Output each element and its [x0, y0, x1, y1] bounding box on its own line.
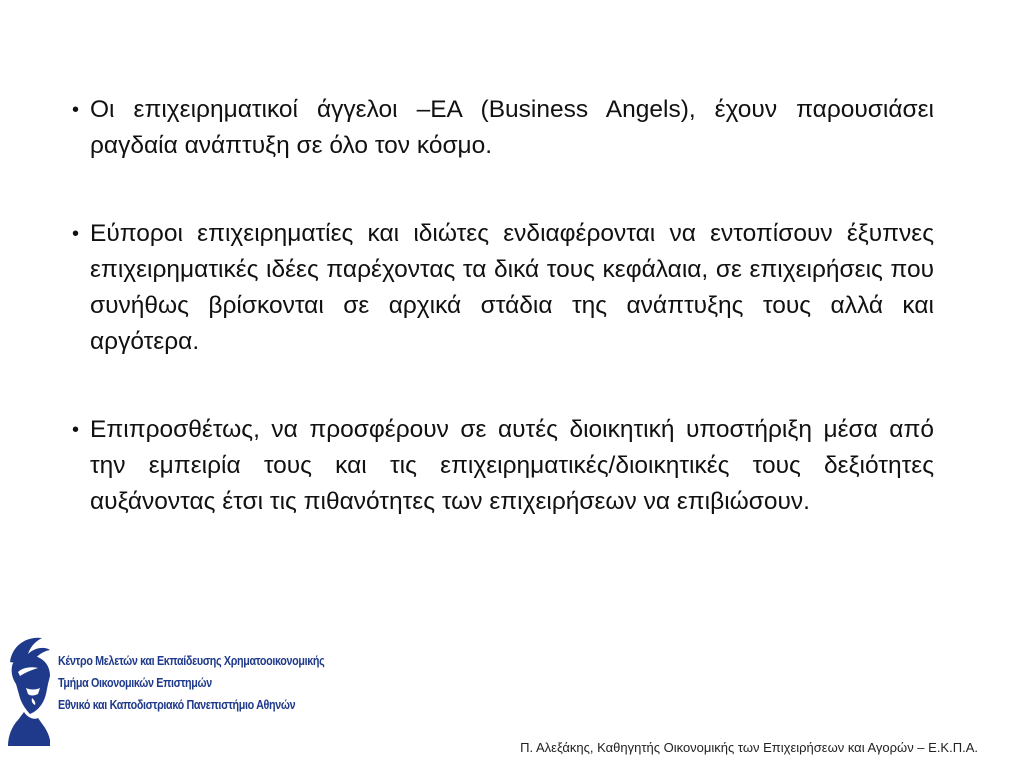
bullet-item: [72, 412, 934, 520]
organization-logo: [4, 630, 344, 750]
bullet-item: [72, 92, 934, 164]
athena-helmet-icon: [4, 632, 54, 748]
bullet-text: Επιπροσθέτως, να προσφέρουν σε αυτές διοικητική υποστήριξη μέσα από την εμπειρία τους και τις επιχειρηματικές/διοικητικές τους δεξιότητες αυξάνοντας έτσι τις πιθανότητες των επιχειρήσεων να επιβιώσουν.: [90, 416, 934, 515]
organization-text: [58, 650, 324, 716]
organization-university: Εθνικό και Καποδιστριακό Πανεπιστήμιο Αθηνών: [58, 698, 296, 712]
organization-department: Τμήμα Οικονομικών Επιστημών: [58, 676, 212, 690]
bullet-dot: •: [72, 419, 80, 441]
bullet-dot: •: [72, 223, 80, 245]
bullet-list: [72, 92, 934, 572]
bullet-dot: •: [72, 99, 80, 121]
bullet-text: Οι επιχειρηματικοί άγγελοι –ΕΑ (Business Angels), έχουν παρουσιάσει ραγδαία ανάπτυξη σε όλο τον κόσμο.: [90, 96, 934, 159]
bullet-item: [72, 216, 934, 360]
slide-footer: Π. Αλεξάκης, Καθηγητής Οικονομικής των Επιχειρήσεων και Αγορών – Ε.Κ.Π.Α.: [520, 740, 978, 755]
bullet-text: Εύποροι επιχειρηματίες και ιδιώτες ενδιαφέρονται να εντοπίσουν έξυπνες επιχειρηματικές ιδέες παρέχοντας τα δικά τους κεφάλαια, σε επιχειρήσεις που συνήθως βρίσκονται σε αρχικά στάδια της ανάπτυξης τους αλλά και αργότερα.: [90, 220, 934, 355]
organization-center: Κέντρο Μελετών και Εκπαίδευσης Χρηματοοικονομικής: [58, 654, 325, 668]
